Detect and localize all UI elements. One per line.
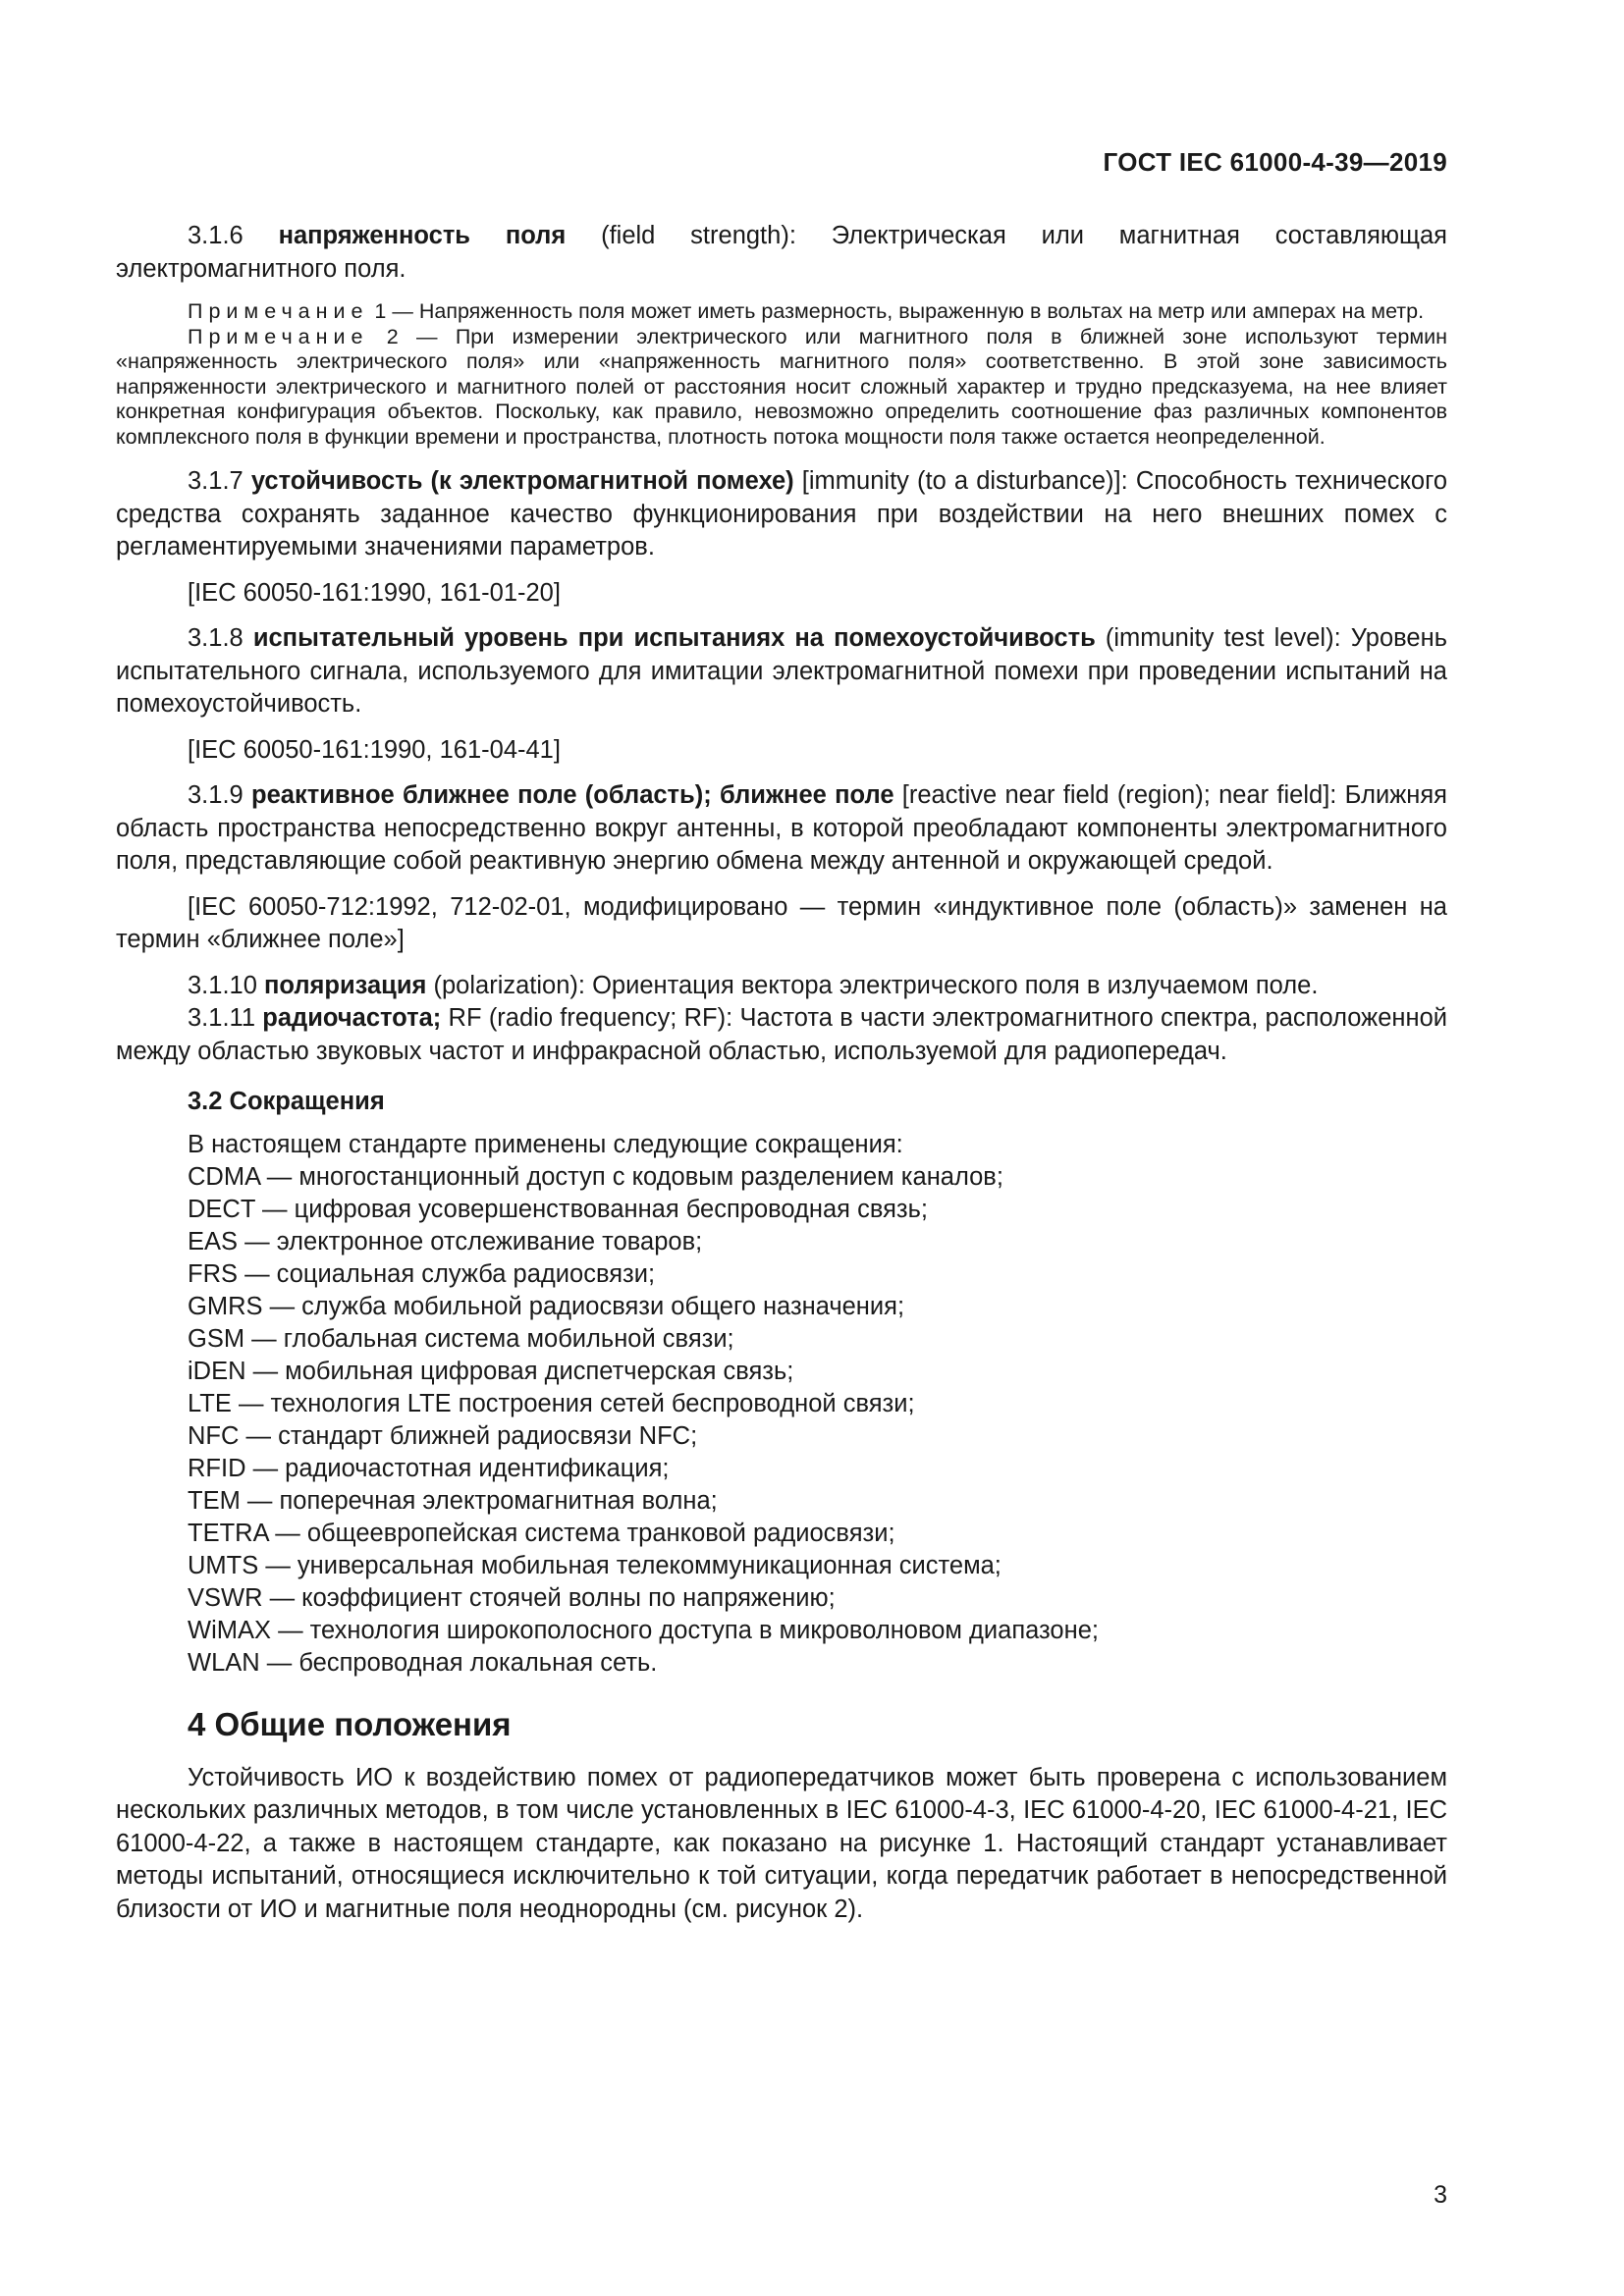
page-number: 3 [1434, 2181, 1447, 2209]
term: поляризация [263, 971, 427, 999]
definition-3-1-10 [116, 970, 1447, 1003]
list-item: TEM — поперечная электромагнитная волна; [188, 1486, 718, 1515]
list-item: VSWR — коэффициент стоячей волны по напряжению; [188, 1583, 836, 1612]
section-3-2-heading: 3.2 Сокращения [188, 1088, 385, 1115]
definition-3-1-7 [116, 465, 1447, 564]
list-item: LTE — технология LTE построения сетей беспроводной связи; [188, 1389, 915, 1417]
section-4-heading: 4 Общие положения [188, 1705, 512, 1742]
term: испытательный уровень при испытаниях на помехоустойчивость [252, 624, 1096, 652]
reference-3-1-7: [IEC 60050-161:1990, 161-01-20] [188, 578, 561, 607]
note-text: 1 — Напряженность поля может иметь размерность, выраженную в вольтах на метр или амперах на метр. [368, 299, 1425, 323]
abbreviations-intro: В настоящем стандарте применены следующие сокращения: [188, 1130, 903, 1158]
definition-text: (immunity test level): Уровень испытательного сигнала, используемого для имитации электромагнитной помехи при проведении испытаний на помехоустойчивость. [116, 624, 1447, 718]
list-item: NFC — стандарт ближней радиосвязи NFC; [188, 1421, 698, 1450]
list-item: iDEN — мобильная цифровая диспетчерская связь; [188, 1357, 794, 1385]
list-item: EAS — электронное отслеживание товаров; [188, 1227, 703, 1255]
clause-number: 3.1.9 [188, 781, 252, 809]
list-item: WLAN — беспроводная локальная сеть. [188, 1648, 658, 1677]
clause-number: 3.1.11 [188, 1004, 263, 1032]
note-label: Примечание [188, 299, 369, 323]
clause-number: 3.1.10 [188, 971, 264, 999]
definition-3-1-11 [116, 1002, 1447, 1068]
term: реактивное ближнее поле (область); ближнее поле [251, 781, 894, 809]
clause-number: 3.1.8 [188, 624, 253, 652]
note-2 [116, 325, 1447, 451]
reference-3-1-9: [IEC 60050-712:1992, 712-02-01, модифицировано — термин «индуктивное поле (область)» заменен на термин «ближнее поле»] [116, 892, 1447, 953]
note-1 [116, 299, 1447, 325]
definition-3-1-6 [116, 220, 1447, 286]
term: устойчивость (к электромагнитной помехе) [250, 467, 794, 495]
note-text: 2 — При измерении электрического или магнитного поля в ближней зоне используют термин «напряженность электрического поля» или «напряженность магнитного поля» соответственно. В этой зоне зависимость напряженности электрического и магнитного полей от расстояния носит сложный характер и трудно предсказуема, на нее влияет конкретная конфигурация объектов. Поскольку, как правило, невозможно определить соотношение фаз различных компонентов комплексного поля в функции времени и пространства, плотность потока мощности поля также остается неопределенной. [116, 324, 1447, 449]
list-item: GMRS — служба мобильной радиосвязи общего назначения; [188, 1292, 905, 1320]
definition-3-1-8 [116, 622, 1447, 721]
list-item: CDMA — многостанционный доступ с кодовым разделением каналов; [188, 1162, 1003, 1191]
list-item: FRS — социальная служба радиосвязи; [188, 1259, 656, 1288]
list-item: DECT — цифровая усовершенствованная беспроводная связь; [188, 1195, 928, 1223]
page-content [116, 220, 1447, 1926]
abbreviations-list [116, 1161, 1447, 1680]
reference-3-1-8: [IEC 60050-161:1990, 161-04-41] [188, 735, 561, 764]
section-4-paragraph: Устойчивость ИО к воздействию помех от радиопередатчиков может быть проверена с использованием нескольких различных методов, в том числе установленных в IEC 61000-4-3, IEC 61000-4-20, IEC 61000-4-21, IEC 61000-4-22, а также в настоящем стандарте, как показано на рисунке 1. Настоящий стандарт устанавливает методы испытаний, относящиеся исключительно к той ситуации, когда передатчик работает в непосредственной близости от ИО и магнитные поля неоднородны (см. рисунок 2). [116, 1763, 1447, 1923]
list-item: RFID — радиочастотная идентификация; [188, 1454, 670, 1482]
definition-text: (polarization): Ориентация вектора электрического поля в излучаемом поле. [426, 971, 1319, 999]
definition-text: [reactive near field (region); near field]: Ближняя область пространства непосредственно вокруг антенны, в которой преобладают компоненты электромагнитного поля, представляющие собой реактивную энергию обмена между антенной и окружающей средой. [116, 781, 1447, 875]
definition-text: [immunity (to a disturbance)]: Способность технического средства сохранять заданное качество функционирования при воздействии на него внешних помех с регламентируемыми значениями параметров. [116, 467, 1447, 561]
definition-3-1-9 [116, 779, 1447, 879]
document-header: ГОСТ IEC 61000-4-39—2019 [1103, 147, 1447, 177]
clause-number: 3.1.7 [188, 467, 251, 495]
term: радиочастота; [262, 1004, 442, 1032]
term: напряженность поля [278, 222, 567, 249]
list-item: WiMAX — технология широкополосного доступа в микроволновом диапазоне; [188, 1616, 1099, 1644]
note-label: Примечание [188, 324, 369, 348]
definition-text: RF (radio frequency; RF): Частота в части электромагнитного спектра, расположенной между областью звуковых частот и инфракрасной областью, используемой для радиопередач. [116, 1004, 1447, 1065]
list-item: UMTS — универсальная мобильная телекоммуникационная система; [188, 1551, 1001, 1579]
definition-text: (field strength): Электрическая или магнитная составляющая электромагнитного поля. [116, 222, 1447, 283]
clause-number: 3.1.6 [188, 222, 279, 249]
list-item: GSM — глобальная система мобильной связи; [188, 1324, 734, 1353]
list-item: TETRA — общеевропейская система транковой радиосвязи; [188, 1519, 895, 1547]
